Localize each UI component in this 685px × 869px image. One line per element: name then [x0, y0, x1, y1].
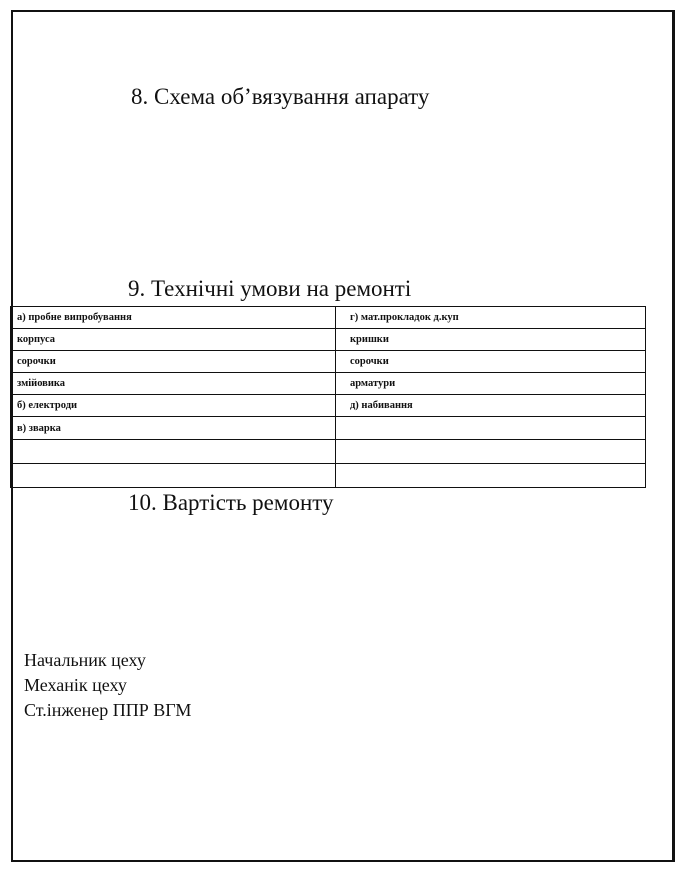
table-cell: кришки: [336, 329, 646, 351]
signature-line-shop-head: Начальник цеху: [24, 650, 146, 670]
table-row: [11, 307, 646, 329]
table-cell: [336, 463, 646, 487]
table-cell: сорочки: [336, 351, 646, 373]
table-cell: б) електроди: [11, 395, 336, 417]
table-cell: [336, 439, 646, 463]
table-cell: д) набивання: [336, 395, 646, 417]
table-cell: [11, 439, 336, 463]
table-row: [11, 395, 646, 417]
table-row: [11, 439, 646, 463]
cost-section-title: 10. Вартість ремонту: [128, 490, 334, 515]
conditions-section-title: 9. Технічні умови на ремонті: [128, 276, 412, 301]
table-cell: а) пробне випробування: [11, 307, 336, 329]
table-row: [11, 351, 646, 373]
table-cell: арматури: [336, 373, 646, 395]
table-cell: сорочки: [11, 351, 336, 373]
signature-line-senior-engineer: Ст.інженер ППР ВГМ: [24, 700, 192, 720]
table-row: [11, 417, 646, 439]
table-cell: корпуса: [11, 329, 336, 351]
signature-line-shop-mechanic: Механік цеху: [24, 675, 127, 695]
table-cell: [11, 463, 336, 487]
table-row: [11, 373, 646, 395]
table-row: [11, 463, 646, 487]
table-cell: г) мат.прокладок д.куп: [336, 307, 646, 329]
table-cell: в) зварка: [11, 417, 336, 439]
signature-block: [24, 648, 191, 723]
table-row: [11, 329, 646, 351]
table-cell: [336, 417, 646, 439]
table-cell: змійовика: [11, 373, 336, 395]
repair-conditions-table: [10, 306, 646, 488]
scheme-section-title: 8. Схема об’вязування апарату: [131, 84, 430, 109]
